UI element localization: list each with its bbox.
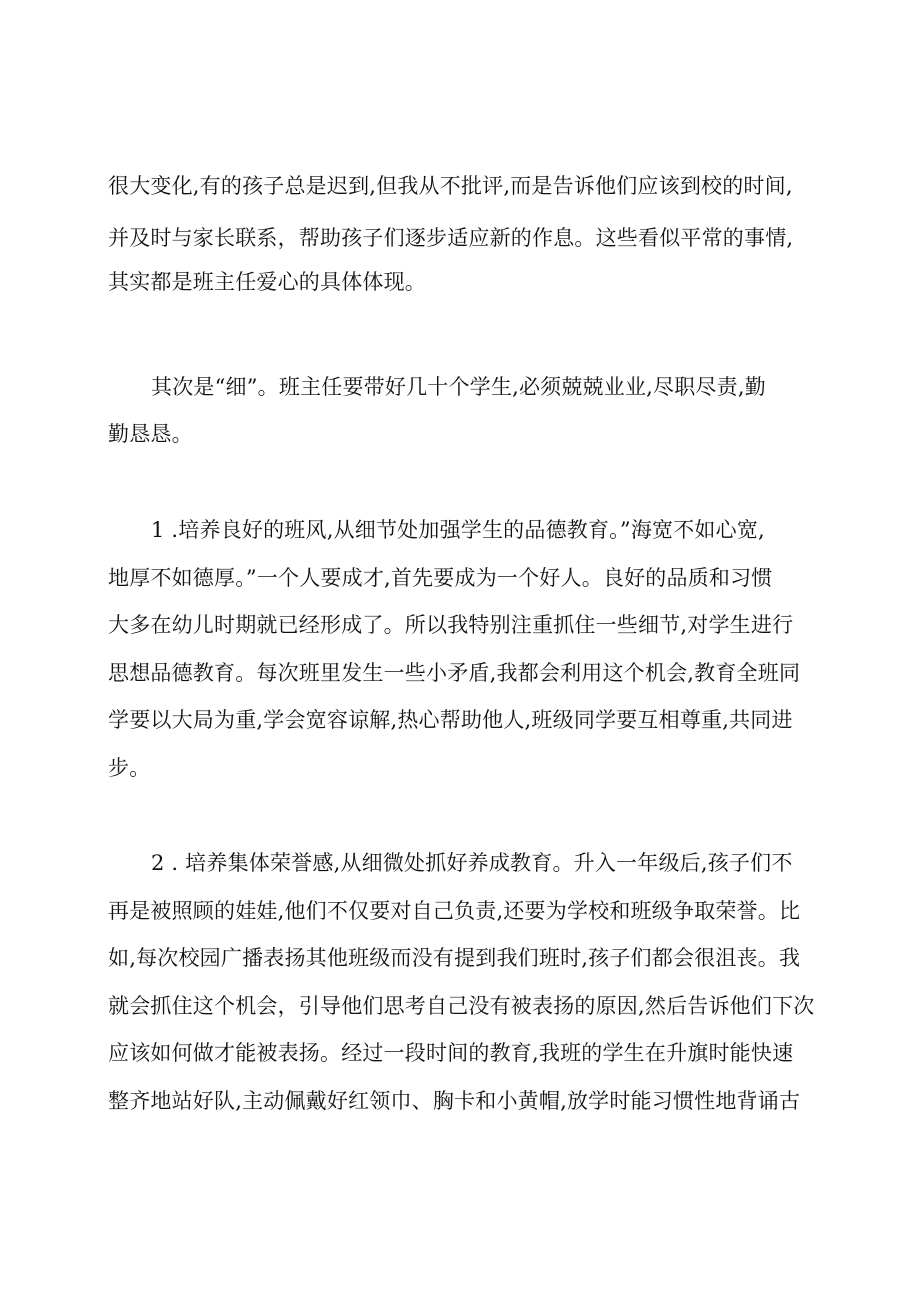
paragraph-3-line-6: 步。 bbox=[108, 756, 151, 780]
paragraph-1-line-1: 很大变化,有的孩子总是迟到,但我从不批评,而是告诉他们应该到校的时间, bbox=[108, 174, 793, 198]
paragraph-3-line-4: 思想品德教育。每次班里发生一些小矛盾,我都会利用这个机会,教育全班同 bbox=[108, 661, 801, 685]
paragraph-2-line-1: 其次是“细”。班主任要带好几十个学生,必须兢兢业业,尽职尽责,勤 bbox=[151, 375, 766, 399]
paragraph-4-line-6: 整齐地站好队,主动佩戴好红领巾、胸卡和小黄帽,放学时能习惯性地背诵古 bbox=[108, 1089, 801, 1113]
paragraph-4-line-5: 应该如何做才能被表扬。经过一段时间的教育,我班的学生在升旗时能快速 bbox=[108, 1041, 794, 1065]
paragraph-4-line-2: 再是被照顾的娃娃,他们不仅要对自己负责,还要为学校和班级争取荣誉。比 bbox=[108, 899, 801, 923]
paragraph-3-line-2: 地厚不如德厚。”一个人要成才,首先要成为一个好人。良好的品质和习惯 bbox=[108, 566, 773, 590]
paragraph-1-line-2: 并及时与家长联系，帮助孩子们逐步适应新的作息。这些看似平常的事情, bbox=[108, 226, 794, 250]
paragraph-2-line-2: 勤恳恳。 bbox=[108, 422, 193, 446]
paragraph-4-line-4: 就会抓住这个机会，引导他们思考自己没有被表扬的原因,然后告诉他们下次 bbox=[108, 994, 815, 1018]
paragraph-3-line-5: 学要以大局为重,学会宽容谅解,热心帮助他人,班级同学要互相尊重,共同进 bbox=[108, 708, 793, 732]
paragraph-3-line-1: 1 .培养良好的班风,从细节处加强学生的品德教育。”海宽不如心宽, bbox=[151, 518, 765, 542]
paragraph-1-line-3: 其实都是班主任爱心的具体体现。 bbox=[108, 270, 426, 294]
paragraph-4-line-3: 如,每次校园广播表扬其他班级而没有提到我们班时,孩子们都会很沮丧。我 bbox=[108, 946, 801, 970]
paragraph-4-line-1: 2 . 培养集体荣誉感,从细微处抓好养成教育。升入一年级后,孩子们不 bbox=[151, 851, 793, 875]
paragraph-3-line-3: 大多在幼儿时期就已经形成了。所以我特别注重抓住一些细节,对学生进行 bbox=[108, 613, 794, 637]
